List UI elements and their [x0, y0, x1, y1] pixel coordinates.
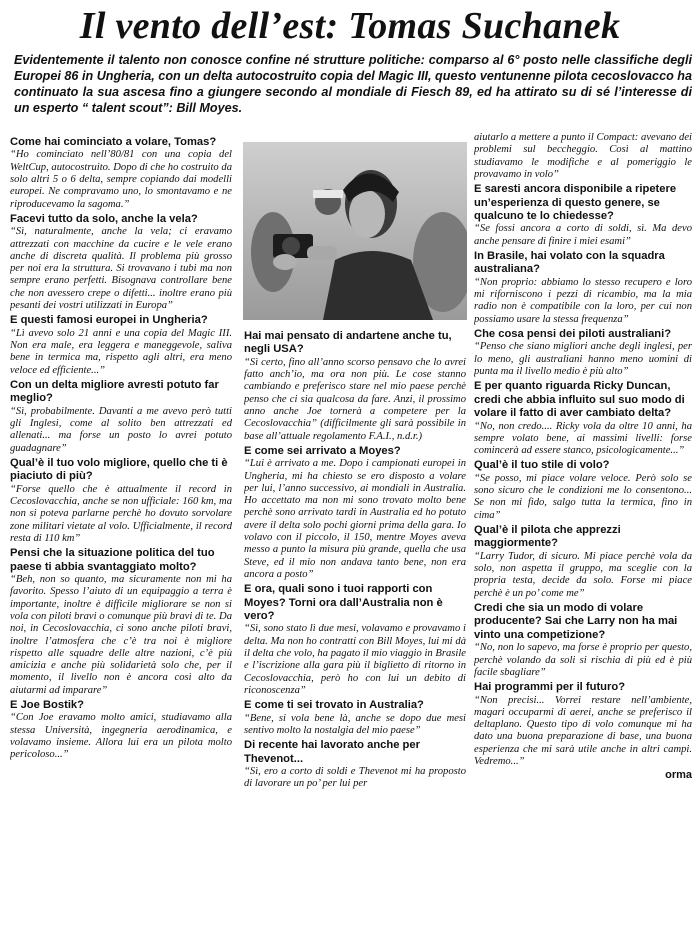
question: Hai mai pensato di andartene anche tu, negli USA?: [244, 330, 452, 356]
question: Qual’è il tuo volo migliore, quello che ti è piaciuto di più?: [10, 456, 228, 483]
column-1: [10, 134, 232, 934]
question: E questi famosi europei in Ungheria?: [10, 314, 208, 327]
question: E per quanto riguarda Ricky Duncan, credi che abbia influito sul suo modo di volare il fatto di aver cambiato delta?: [474, 380, 685, 420]
answer: “Se posso, mi piace volare veloce. Però solo se sono sicuro che le condizioni me lo consentono... Se non mi fido, salgo tutta la termica, fino in cima”: [474, 472, 692, 521]
answer: “Larry Tudor, di sicuro. Mi piace perchè vola da solo, non aspetta il gruppo, ma sceglie con la propria testa, decide da solo. Forse mi piace perchè è un po’ come me”: [474, 550, 692, 599]
question: E come sei arrivato a Moyes?: [244, 444, 401, 457]
answer: “Lì avevo solo 21 anni e una copia del Magic III. Non era male, era leggera e maneggevole, saliva bene in termica ma, rispetto agli altri, era meno veloce ed efficiente...”: [10, 327, 232, 376]
question: Credi che sia un modo di volare producente? Sai che Larry non ha mai vinto una competizione?: [474, 602, 678, 641]
question: E ora, quali sono i tuoi rapporti con Moyes? Torni ora dall’Australia non è vero?: [244, 583, 443, 623]
question: Di recente hai lavorato anche per Thevenot...: [244, 739, 420, 765]
question: E saresti ancora disponibile a ripetere un’esperienza di questo genere, se qualcuno te lo chiedesse?: [474, 183, 677, 222]
question: E come ti sei trovato in Australia?: [244, 699, 424, 712]
answer: “Con Joe eravamo molto amici, studiavamo alla stessa Università, ingegneria aerodinamica, e volavamo insieme. Allora lui era un pilota molto pericoloso...”: [10, 712, 232, 761]
author-signature: orma: [665, 769, 692, 782]
answer: “Sì, ero a corto di soldi e Thevenot mi ha proposto di lavorare un po’ per lui per: [244, 766, 466, 790]
answer: “Lui è arrivato a me. Dopo i campionati europei in Ungheria, mi ha chiesto se ero disposto a volare per lui, l’anno successivo, ai mondiali in Australia. Ho accettato ma non mi sono trovato molto bene perchè sono arrivato tardi in Australia ed ho potuto avere il delta solo pochi giorni prima della gara. Io volavo con il piccolo, il 150, mentre Moyes aveva messo a punto la misura più grande, quella che usa Steve, ed il mio non andava tanto bene, non era ancora a posto”: [244, 458, 466, 580]
question: In Brasile, hai volato con la squadra australiana?: [474, 250, 665, 276]
answer: “No, non credo.... Ricky vola da oltre 10 anni, ha sempre volato bene, ai massimi livelli: forse comincerà ad essere stanco, psicologicamente...”: [474, 420, 692, 457]
answer: “No, non lo sapevo, ma forse è proprio per questo, perchè volando da soli si rischia di più ed è più facile sbagliare”: [474, 642, 692, 678]
answer: “Forse quello che è attualmente il record in Cecoslovacchia, anche se non ufficiale: 160 km, ma non si poteva parlarne perchè ho dovuto sorvolare zone militari vietate al volo. Ufficialmente, il record resta di 110 km”: [10, 483, 232, 544]
question: Facevi tutto da solo, anche la vela?: [10, 212, 198, 225]
question: Qual’è il pilota che apprezzi maggiormente?: [474, 524, 621, 550]
question: E Joe Bostik?: [10, 699, 84, 712]
column-2: [244, 328, 466, 934]
answer: “Sì certo, fino all’anno scorso pensavo che lo avrei fatto anch’io, ma ora non più. Le cose stanno cambiando e preferisco stare nel mio paese perchè penso che ci sia qualcosa da fare. Anzi, il prossimo anno anche Joe tornerà a competere per la Cecoslovacchia” (difficilmente gli sarà possibile in base all’attuale regolamento F.A.I., n.d.r.): [244, 356, 466, 442]
answer: “Sì, probabilmente. Davanti a me avevo però tutti gli Inglesi, come al solito ben attrezzati ed allenati... ma forse un posto lo avrei potuto guadagnare”: [10, 405, 232, 454]
article-title: Il vento dell’est: Tomas Suchanek: [79, 5, 621, 47]
answer: “Bene, si vola bene là, anche se dopo due mesi sentivo molto la nostalgia del mio paese”: [244, 712, 466, 736]
answer: “Penso che siano migliori anche degli inglesi, per lo meno, gli australiani hanno meno uomini di punta ma il livello medio è più alto”: [474, 341, 692, 377]
column-3: [474, 132, 692, 932]
question: Qual’è il tuo stile di volo?: [474, 459, 610, 472]
answer: “Non proprio: abbiamo lo stesso recupero e loro mi riforniscono i pezzi di ricambio, ma la mia radio non è compatibile con la loro, per cui non possiamo usare la stessa frequenza”: [474, 276, 692, 325]
answer: “Ho cominciato nell’80/81 con una copia del WeltCup, autocostruito. Dopo di che ho costruito da solo altri 5 o 6 delta, sempre copiando dai modelli europei. Ne compravamo uno, lo smontavamo e ne riproducevamo la sagoma.”: [10, 149, 232, 210]
answer: “Non precisi... Vorrei restare nell’ambiente, magari occuparmi di aerei, anche se preferisco il deltaplano. Questo tipo di volo comunque mi ha dato una buona preparazione di base, una buona esperienza che mi sarà utile anche in altri campi. Vedremo...”: [474, 694, 692, 767]
answer-continued: aiutarlo a mettere a punto il Compact: avevano dei problemi sul beccheggio. Così al mattino studiavamo le modifiche e al pomeriggio le provavamo in volo”: [474, 132, 692, 180]
article-intro: Evidentemente il talento non conosce confine né strutture politiche: comparso al 6° posto nelle classifiche degli Europei 86 in Ungheria, con un delta autocostruito copia del Magic III, questo ventunenne pilota cecoslovacco ha continuato la sua ascesa fino a giungere secondo al mondiale di Fiesch 89, ed ha attirato su di sé l’interesse di un esperto “ talent scout”: Bill Moyes.: [14, 53, 692, 115]
question: Con un delta migliore avresti potuto far meglio?: [10, 378, 219, 405]
answer: “Se fossi ancora a corto di soldi, sì. Ma devo anche pensare di finire i miei esami”: [474, 223, 692, 247]
question: Come hai cominciato a volare, Tomas?: [10, 136, 217, 148]
portrait-photo: [243, 142, 467, 320]
answer: “Beh, non so quanto, ma sicuramente non mi ha favorito. Spesso l’aiuto di un equipaggio a terra è importante, inoltre è difficile migliorare se non si vola con piloti bravi o comunque più bravi di te. Da noi, in Cecoslovacchia, ci sono anche piloti bravi, inoltre l’atmosfera che c’è tra noi è migliore rispetto alle squadre delle altre nazioni, c’è più amicizia e anche più solidarietà solo che, per il momento, il livello non è ancora così alto da aiutarmi ad imparare”: [10, 574, 232, 696]
question: Che cosa pensi dei piloti australiani?: [474, 328, 672, 340]
answer: “Sì, sono stato lì due mesi, volavamo e provavamo i delta. Ma non ho contratti con Bill Moyes, lui mi dà il delta che volo, ha pagato il mio viaggio in Brasile e l’iscrizione alla gara più il biglietto di ritorno in Cecoslovacchia, però ho con lui un debito di riconoscenza”: [244, 623, 466, 696]
answer: “Sì, naturalmente, anche la vela; ci eravamo attrezzati con macchine da cucire e le vele erano anche di discreta qualità. Il problema più grosso per noi era la struttura. Si trovavano i tubi ma non sempre erano perfetti. Bisognava controllare bene che non avessero crepe o difetti... inoltre erano più pesanti dei vostri utilizzati in Europa”: [10, 226, 232, 312]
question: Hai programmi per il futuro?: [474, 681, 626, 694]
question: Pensi che la situazione politica del tuo paese ti abbia svantaggiato molto?: [10, 547, 215, 573]
